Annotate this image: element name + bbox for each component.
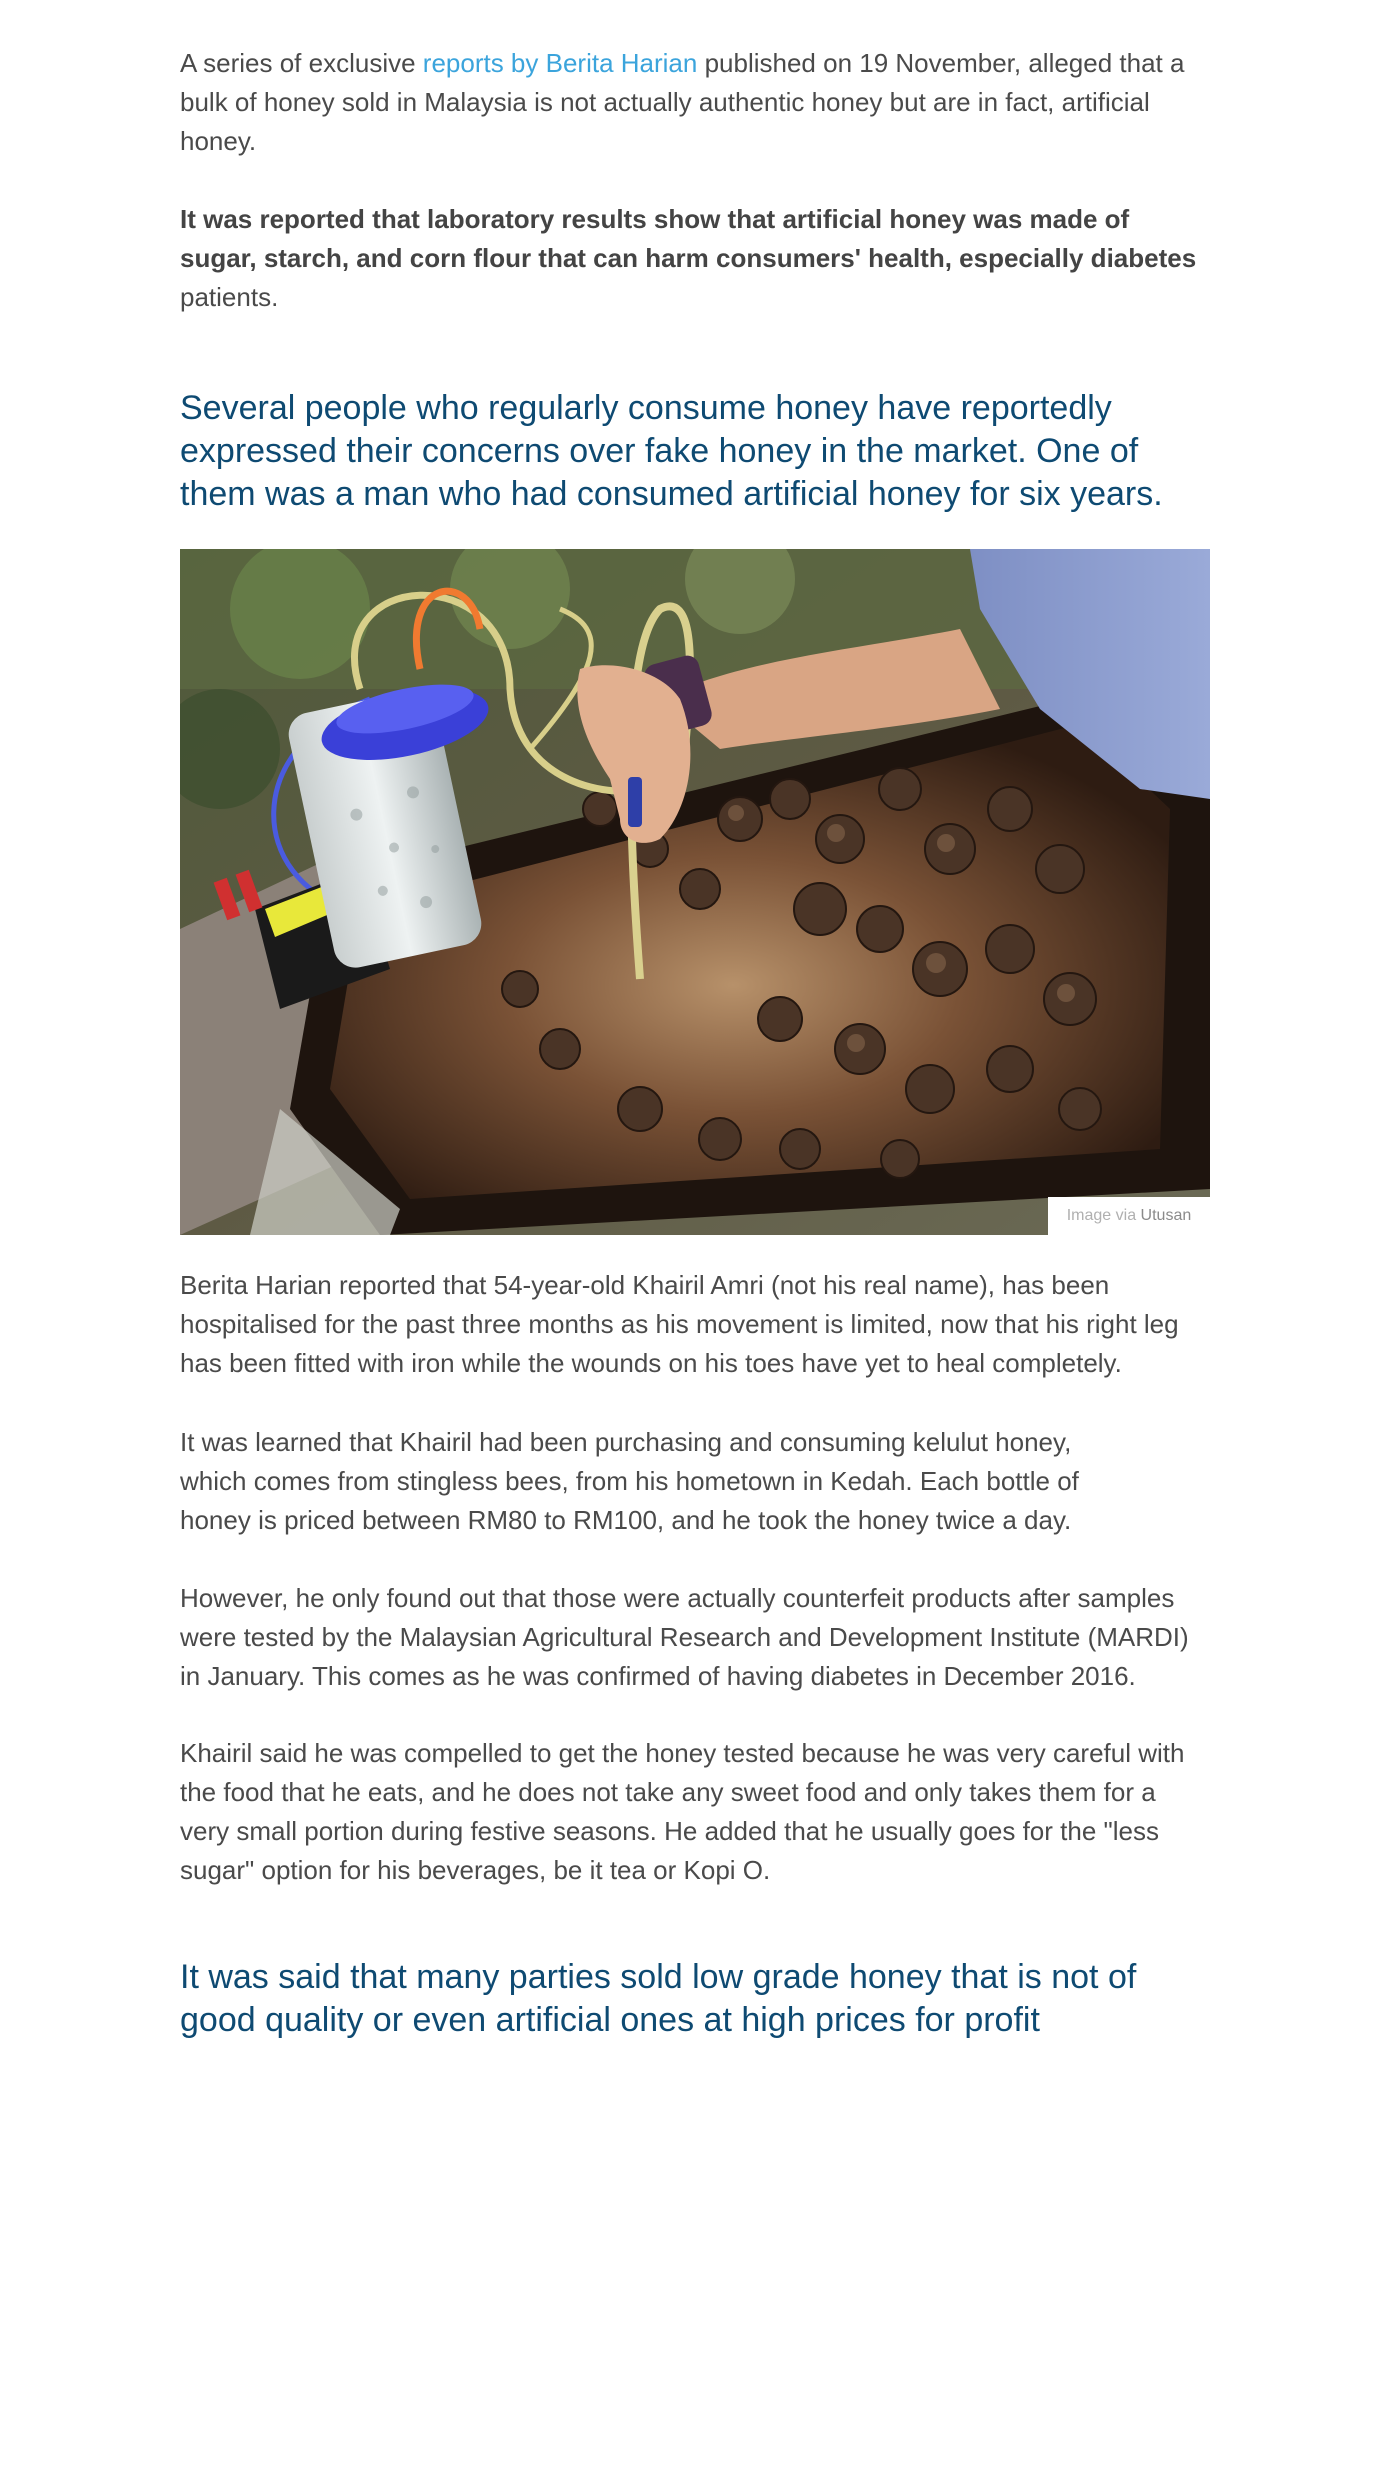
- image-credit: [1048, 1197, 1210, 1235]
- paragraph-kelulut-honey: It was learned that Khairil had been purchasing and consuming kelulut honey, which comes from stingless bees, from his hometown in Kedah. Each bottle of honey is priced between RM80 to RM100, and he took the honey twice a day.: [180, 1427, 1079, 1535]
- berita-harian-reports-link[interactable]: reports by Berita Harian: [422, 48, 698, 78]
- paragraph-intro: [180, 44, 1210, 161]
- intro-text-end: published on 19 November, alleged that a bulk of honey sold in Malaysia is not actually authentic honey but are in fact, artificial honey.: [180, 48, 1185, 156]
- pullquote-concerns: Several people who regularly consume honey have reportedly expressed their concerns over fake honey in the market. One of them was a man who had consumed artificial honey for six years.: [180, 389, 1163, 513]
- paragraph-mardi-tests: However, he only found out that those were actually counterfeit products after samples were tested by the Malaysian Agricultural Research and Development Institute (MARDI) in January. This comes as he was confirmed of having diabetes in December 2016.: [180, 1583, 1189, 1691]
- image-credit-source-link[interactable]: Utusan: [1140, 1207, 1192, 1224]
- paragraph-hospitalised: Berita Harian reported that 54-year-old Khairil Amri (not his real name), has been hospitalised for the past three months as his movement is limited, now that his right leg has been fitted with iron while the wounds on his toes have yet to heal completely.: [180, 1270, 1179, 1378]
- paragraph-lab-results: [180, 200, 1210, 317]
- paragraph-careful-diet: Khairil said he was compelled to get the honey tested because he was very careful with the food that he eats, and he does not take any sweet food and only takes them for a very small portion during festive seasons. He added that he usually goes for the "less sugar" option for his beverages, be it tea or Kopi O.: [180, 1738, 1185, 1885]
- lab-results-bold-text: It was reported that laboratory results show that artificial honey was made of sugar, starch, and corn flour that can harm consumers' health, especially diabetes: [180, 204, 1197, 273]
- stingless-bee-hive-image: [180, 549, 1210, 1235]
- honey-harvest-photo: [180, 549, 1210, 1235]
- pullquote-low-grade-honey: It was said that many parties sold low grade honey that is not of good quality or even artificial ones at high prices for profit: [180, 1958, 1137, 2039]
- lab-results-text-end: patients.: [180, 282, 279, 312]
- image-credit-prefix: Image via: [1066, 1207, 1141, 1224]
- intro-text-start: A series of exclusive: [180, 48, 423, 78]
